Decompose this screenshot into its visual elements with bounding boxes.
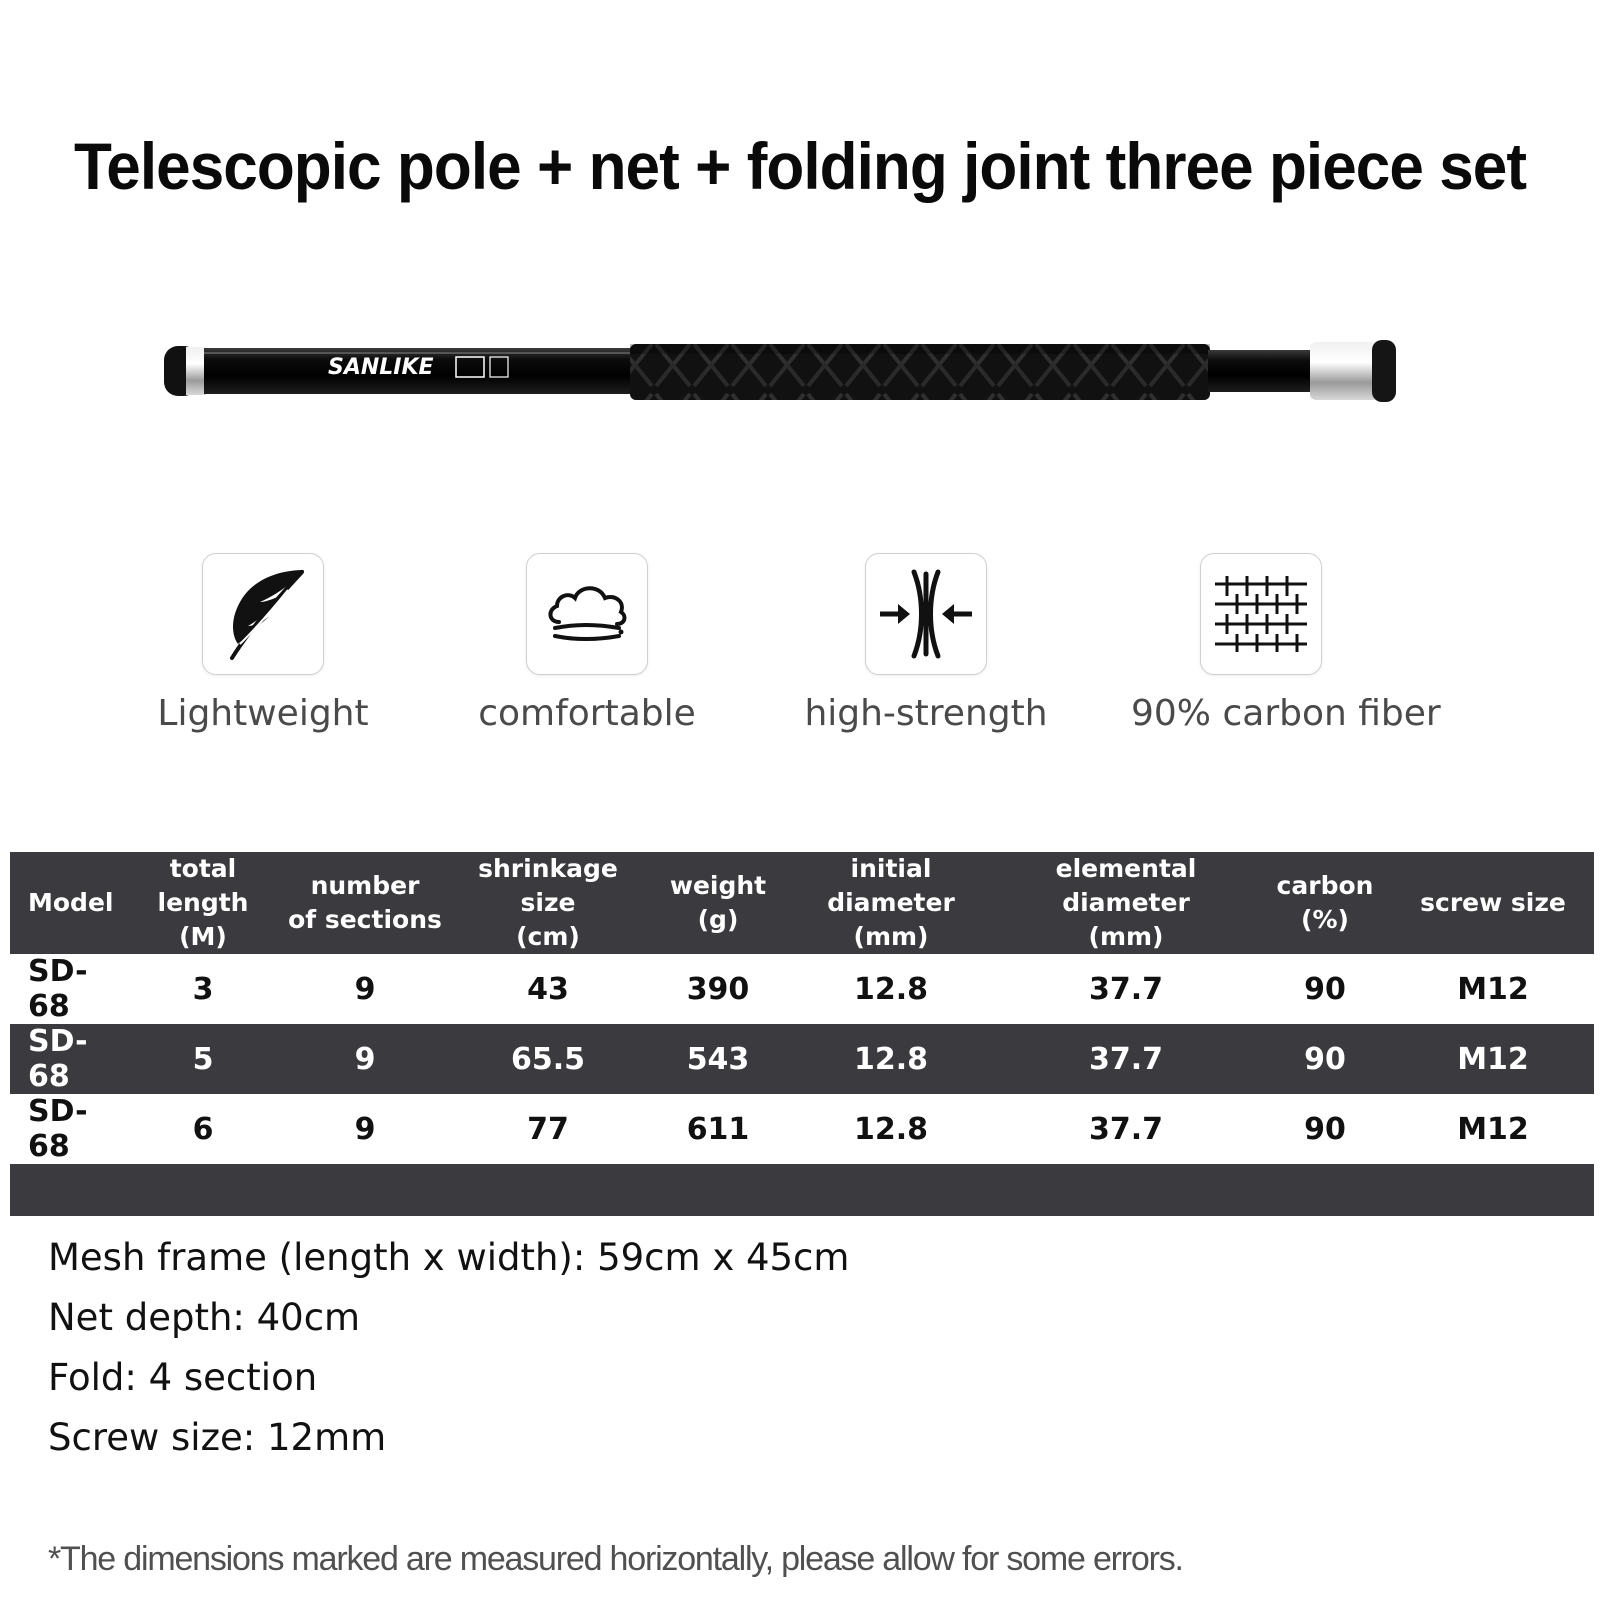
cell-sections: 9 xyxy=(354,971,376,1007)
cell-elemental-diameter: 37.7 xyxy=(1088,971,1164,1007)
feature-comfortable xyxy=(457,553,717,734)
feature-lightweight xyxy=(133,553,393,734)
telescopic-pole-image xyxy=(160,340,1440,422)
feature-label: comfortable xyxy=(478,693,696,734)
note-net-depth: Net depth: 40cm xyxy=(48,1296,361,1339)
feature-label: high-strength xyxy=(804,693,1048,734)
spec-table xyxy=(10,852,1594,1216)
feature-carbon-fiber xyxy=(1131,553,1441,734)
cell-initial-diameter: 12.8 xyxy=(853,971,929,1007)
feature-high-strength xyxy=(796,553,1056,734)
cell-model: SD-68 xyxy=(28,1094,88,1164)
cell-carbon: 90 xyxy=(1304,971,1346,1007)
cell-model: SD-68 xyxy=(28,1024,88,1094)
col-header-model: Model xyxy=(28,888,114,917)
table-row xyxy=(10,954,1594,1024)
cell-total-length: 3 xyxy=(192,971,214,1007)
feather-icon xyxy=(202,553,324,675)
weave-grid-icon xyxy=(1200,553,1322,675)
col-header-number-of-sections: number of sections xyxy=(288,871,442,934)
table-header-row xyxy=(10,852,1594,954)
cell-screw-size: M12 xyxy=(1457,971,1529,1007)
cell-initial-diameter: 12.8 xyxy=(853,1111,929,1147)
cell-sections: 9 xyxy=(354,1041,376,1077)
table-footer-bar xyxy=(10,1164,1594,1216)
compression-arrows-icon xyxy=(865,553,987,675)
cell-weight: 390 xyxy=(686,971,750,1007)
feature-label: Lightweight xyxy=(157,693,369,734)
cell-elemental-diameter: 37.7 xyxy=(1088,1111,1164,1147)
col-header-shrinkage-size: shrinkage size (cm) xyxy=(478,854,618,951)
note-screw-size: Screw size: 12mm xyxy=(48,1416,387,1459)
col-header-carbon: carbon (%) xyxy=(1276,871,1374,934)
cell-carbon: 90 xyxy=(1304,1111,1346,1147)
col-header-initial-diameter: initial diameter (mm) xyxy=(827,854,955,951)
cell-screw-size: M12 xyxy=(1457,1041,1529,1077)
cell-carbon: 90 xyxy=(1304,1041,1346,1077)
cell-total-length: 6 xyxy=(192,1111,214,1147)
cell-elemental-diameter: 37.7 xyxy=(1088,1041,1164,1077)
cell-weight: 611 xyxy=(686,1111,750,1147)
cloud-icon xyxy=(526,553,648,675)
cell-initial-diameter: 12.8 xyxy=(853,1041,929,1077)
note-mesh-frame: Mesh frame (length x width): 59cm x 45cm xyxy=(48,1236,850,1279)
cell-shrinkage: 43 xyxy=(527,971,569,1007)
cell-total-length: 5 xyxy=(192,1041,214,1077)
net-spec-notes xyxy=(48,1228,849,1468)
feature-label: 90% carbon fiber xyxy=(1131,693,1441,734)
note-fold: Fold: 4 section xyxy=(48,1356,318,1399)
cell-shrinkage: 77 xyxy=(527,1111,569,1147)
table-row xyxy=(10,1024,1594,1094)
cell-weight: 543 xyxy=(686,1041,750,1077)
cell-shrinkage: 65.5 xyxy=(510,1041,586,1077)
col-header-screw-size: screw size xyxy=(1420,888,1566,917)
cell-model: SD-68 xyxy=(28,954,88,1024)
cell-screw-size: M12 xyxy=(1457,1111,1529,1147)
col-header-total-length: total length (M) xyxy=(157,854,249,951)
disclaimer: *The dimensions marked are measured horizontally, please allow for some errors. xyxy=(48,1540,1183,1578)
table-row xyxy=(10,1094,1594,1164)
col-header-weight: weight (g) xyxy=(669,871,767,934)
col-header-elemental-diameter: elemental diameter (mm) xyxy=(1055,854,1197,951)
page-title: Telescopic pole + net + folding joint three piece set xyxy=(73,129,1527,203)
cell-sections: 9 xyxy=(354,1111,376,1147)
brand-logo-text: SANLIKE xyxy=(328,355,434,380)
